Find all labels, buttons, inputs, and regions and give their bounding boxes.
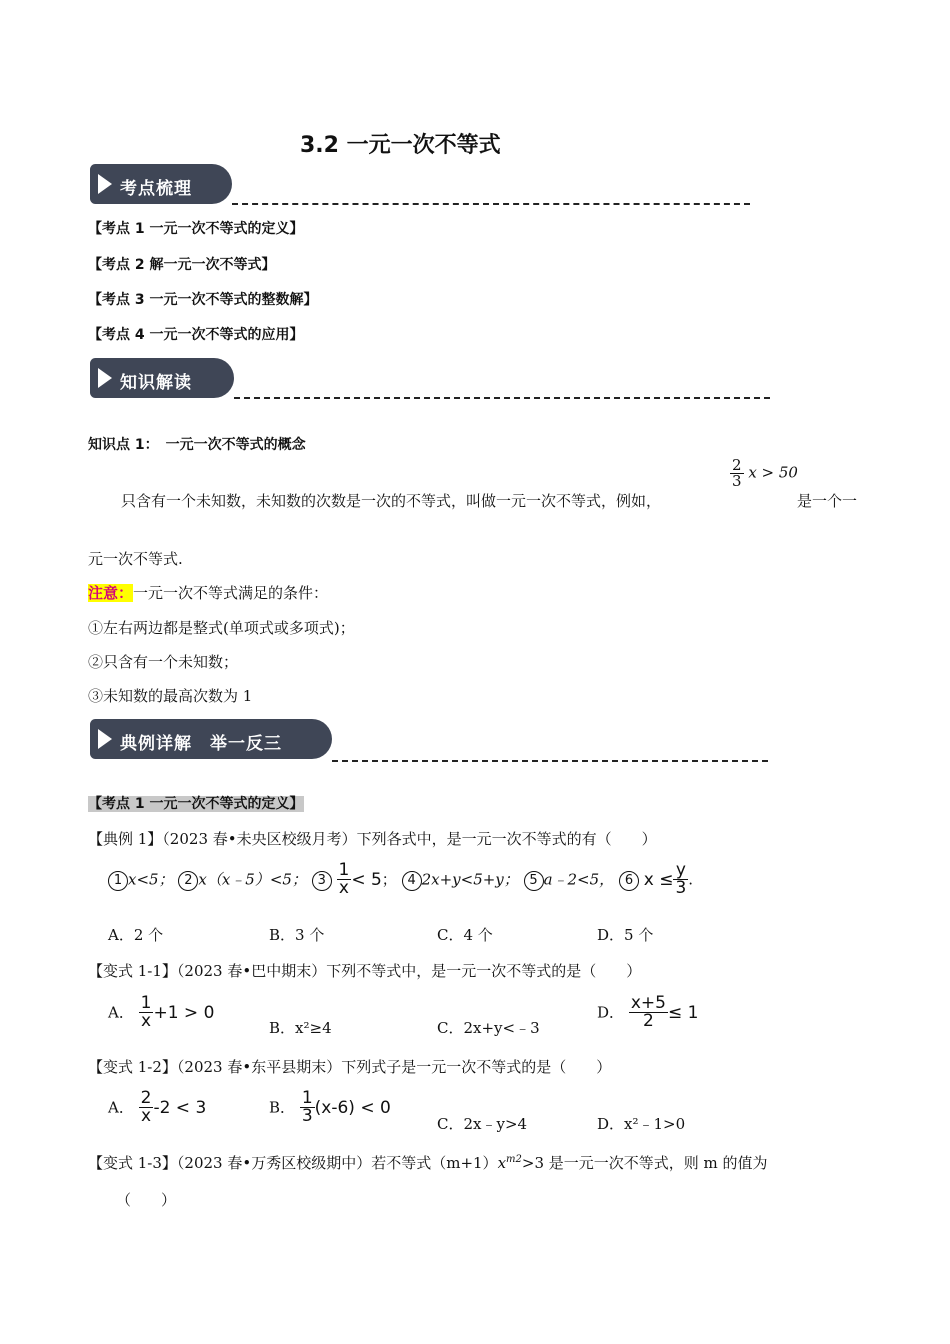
variant-1-2-head: 【变式 1-2】（2023 春•东平县期末）下列式子是一元一次不等式的是（ ） bbox=[88, 1058, 612, 1076]
variant-1-1-head: 【变式 1-1】（2023 春•巴中期末）下列不等式中，是一元一次不等式的是（ ） bbox=[88, 962, 642, 980]
variant-1-1-option-c: C．2x+y<﹣3 bbox=[437, 1019, 540, 1037]
banner-zhishi bbox=[90, 358, 234, 398]
example-numerator: 2 bbox=[732, 456, 742, 474]
kaodian-item-1: 【考点 1 一元一次不等式的定义】 bbox=[88, 221, 304, 237]
section-label: 【考点 1 一元一次不等式的定义】 bbox=[88, 796, 304, 812]
circled-2: 2 bbox=[178, 871, 198, 891]
option-a: A．2 个 bbox=[108, 926, 164, 944]
play-icon bbox=[98, 729, 112, 749]
banner-kaodian-label: 考点梳理 bbox=[120, 179, 192, 199]
play-icon bbox=[98, 368, 112, 388]
variant-1-3-head: 【变式 1-3】（2023 春•万秀区校级期中）若不等式$(m+1)x^{m2}>3$ 是一元一次不等式，则 m 的值为 bbox=[88, 1154, 768, 1172]
circled-5: 5 bbox=[524, 871, 544, 891]
knowledge-paragraph: 只含有一个未知数，未知数的次数是一次的不等式，叫做一元一次不等式，例如， bbox=[121, 492, 662, 510]
example-1-items: 1 x<5； 2 x（x﹣5）<5； 3 $\frac{1}{x}$ < 5； 4 2x+y<5+y； 5 a﹣2<5， 6 x ≤ $\frac{y}{3}$ . bbox=[108, 862, 693, 897]
example-inequality bbox=[730, 458, 798, 489]
variant-1-1-option-b: B．x²≥4 bbox=[269, 1019, 332, 1037]
option-d: D．5 个 bbox=[597, 926, 654, 944]
banner-dianli bbox=[90, 719, 332, 759]
divider bbox=[234, 397, 770, 399]
variant-1-2-option-c: C．2x﹣y>4 bbox=[437, 1115, 528, 1133]
banner-dianli-label: 典例详解 举一反三 bbox=[120, 734, 282, 754]
variant-1-3-tail: （ ） bbox=[116, 1191, 177, 1209]
kaodian-item-4: 【考点 4 一元一次不等式的应用】 bbox=[88, 327, 304, 343]
divider bbox=[332, 760, 768, 762]
note-text: 一元一次不等式满足的条件： bbox=[133, 584, 329, 602]
play-icon bbox=[98, 174, 112, 194]
condition-2: ②只含有一个未知数； bbox=[88, 653, 239, 671]
option-c: C．4 个 bbox=[437, 926, 493, 944]
condition-1: ①左右两边都是整式(单项式或多项式)； bbox=[88, 619, 355, 637]
circled-6: 6 bbox=[619, 871, 639, 891]
banner-zhishi-label: 知识解读 bbox=[120, 373, 192, 393]
variant-1-2-option-d: D．x²﹣1>0 bbox=[597, 1115, 686, 1133]
note-label: 注意： bbox=[88, 584, 134, 602]
condition-3: ③未知数的最高次数为 1 bbox=[88, 687, 253, 705]
knowledge-heading: 知识点 1： 一元一次不等式的概念 bbox=[88, 437, 306, 453]
knowledge-paragraph-end: 是一个一 bbox=[797, 492, 858, 510]
circled-1: 1 bbox=[108, 871, 128, 891]
divider bbox=[232, 203, 750, 205]
variant-1-1-option-a: A． $\frac{1}{x}$ +1 > 0 bbox=[108, 993, 215, 1031]
circled-4: 4 bbox=[402, 871, 422, 891]
variant-1-2-option-a: A． $\frac{2}{x}$ -2 < 3 bbox=[108, 1088, 207, 1126]
variant-1-2-option-b: B． $\frac{1}{3}$ (x-6) < 0 bbox=[269, 1088, 391, 1126]
variant-1-1-option-d: D． $\frac{x+5}{2}$ ≤ 1 bbox=[597, 993, 699, 1031]
circled-3: 3 bbox=[312, 871, 332, 891]
page-title: 3.2 一元一次不等式 bbox=[300, 133, 501, 158]
banner-kaodian bbox=[90, 164, 232, 204]
kaodian-item-2: 【考点 2 解一元一次不等式】 bbox=[88, 257, 276, 273]
option-b: B．3 个 bbox=[269, 926, 325, 944]
kaodian-item-3: 【考点 3 一元一次不等式的整数解】 bbox=[88, 292, 318, 308]
example-rest: x > 50 bbox=[748, 463, 798, 482]
example-1-head: 【典例 1】（2023 春•未央区校级月考）下列各式中，是一元一次不等式的有（ ） bbox=[88, 830, 657, 848]
note-line bbox=[88, 582, 328, 603]
example-denominator: 3 bbox=[732, 472, 742, 490]
knowledge-paragraph-cont: 元一次不等式. bbox=[88, 550, 183, 568]
